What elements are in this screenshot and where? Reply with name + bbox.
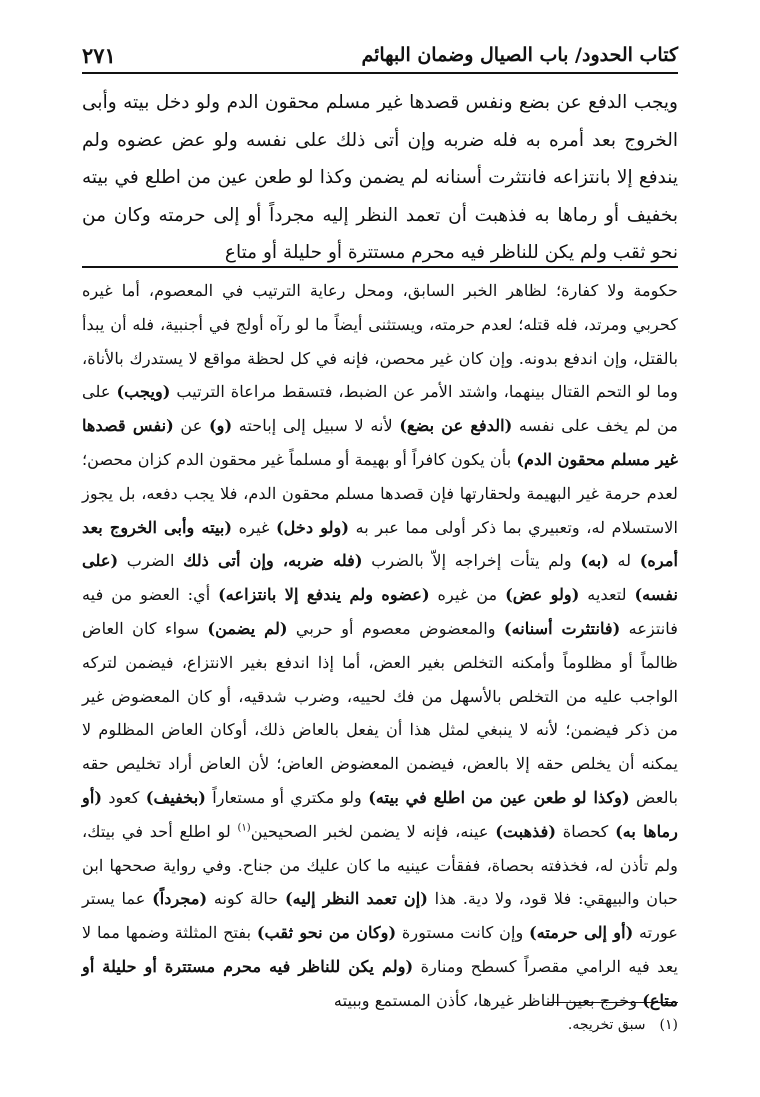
quoted-matn: (مجرداً) (152, 889, 208, 909)
page-number: ٢٧١ (82, 42, 116, 68)
commentary-text: على من لم يخف على نفسه (82, 382, 678, 436)
commentary-text: عن (173, 416, 209, 436)
quoted-matn: (وكان من نحو ثقب) (256, 923, 397, 943)
commentary-text: والمعضوض معصوم أو حربي (287, 618, 504, 638)
quoted-matn: (ولو دخل) (276, 517, 350, 537)
commentary-text: عما يستر عورته (82, 889, 679, 943)
quoted-matn: (لم يضمن) (207, 618, 288, 638)
commentary-text: عينه، فإنه لا يضمن لخبر الصحيحين (250, 821, 496, 841)
quoted-matn: (فانتثرت أسنانه) (503, 618, 621, 638)
text-commentary-divider (82, 266, 678, 268)
commentary-text: حكومة ولا كفارة؛ لظاهر الخبر السابق، ومحل رعاية الترتيب في المعصوم، أما غيره كحربي ومرتد، فله قتله؛ لعدم حرمته، ويستثنى أيضاً ما لو رآه أولج في أجنبية، فله أن يبدأ بالقتل، وإن اندفع بدونه. وإن كان غير محصن، فإنه في كل لحظة مواقع لا يستدرك بالأناة، وما لو التحم القتال بينهما، واشتد الأمر عن الضبط، فتسقط مراعاة الترتيب (82, 281, 678, 402)
quoted-matn: (ويجب) (116, 382, 171, 402)
commentary-text: كحصاة (556, 821, 616, 841)
quoted-matn: (فذهبت) (495, 821, 557, 841)
footnote-number: (١) (659, 1017, 678, 1033)
commentary-text: الضرب (118, 551, 184, 571)
quoted-matn: (أو إلى حرمته) (529, 923, 634, 943)
commentary-text: من غيره (429, 585, 506, 605)
quoted-matn: (بيته وأبى الخروج بعد أمره) (82, 517, 678, 571)
commentary-text: لأنه لا سبيل إلى إباحته (232, 416, 400, 436)
quoted-matn: (على نفسه) (82, 551, 678, 605)
commentary-text: بأن يكون كافراً أو بهيمة أو مسلماً غير محقون الدم كزان محصن؛ لعدم حرمة غير البهيمة ولحقارتها فإن قصدها مسلم محقون الدم، فلا يجب دفعه، بل يجوز الاستسلام له، وتعبيري بما ذكر أولى مما عبر به (82, 449, 678, 537)
quoted-matn: (إن تعمد النظر إليه) (285, 889, 428, 909)
quoted-matn: (الدفع عن بضع) (399, 416, 513, 436)
commentary-text: سواء كان العاض ظالماً أو مظلوماً وأمكنه التخلص بغير العض، أما إذا اندفع بغير الانتزاع، فيضمن لتركه الواجب عليه من التخلص بالأسهل من فك لحييه، وضرب شدقيه، أو كان المعضوض غير من ذكر فيضمن؛ لأنه لا ينبغي لمثل هذا أن يفعل بالعاض ذلك، أوكان العاض المظلوم لا يمكنه أن يخلص حقه إلا بالعض، فيضمن المعضوض العاض؛ لأن العاض أراد تخليص حقه بالعض (82, 618, 678, 807)
footnote-divider (548, 1002, 678, 1003)
page-header (82, 38, 678, 74)
main-text (82, 84, 678, 272)
quoted-matn: (وكذا لو طعن عين من اطلع في بيته) (368, 787, 630, 807)
commentary (82, 274, 678, 1018)
footnote-text: سبق تخريجه. (567, 1017, 646, 1033)
quoted-matn: (نفس قصدها غير مسلم محقون الدم) (82, 416, 678, 469)
footnote (82, 1012, 678, 1038)
commentary-text: لو اطلع أحد في بيتك، ولم تأذن له، فخذفته بحصاة، ففقأت عينيه ما كان عليك من جناح. وفي رواية صححها ابن حبان والبيهقي: فلا قود، ولا دية. هذا (82, 821, 678, 909)
commentary-text: بفتح المثلثة وضمها مما لا يعد فيه الرامي مقصراً كسطح ومنارة (82, 923, 679, 976)
main-text-paragraph: ويجب الدفع عن بضع ونفس قصدها غير مسلم محقون الدم ولو دخل بيته وأبى الخروج بعد أمره به فله ضربه وإن أتى ذلك على نفسه ولو عض عضوه ولم يندفع إلا بانتزاعه فانتثرت أسنانه لم يضمن وكذا لو طعن عين من اطلع في بيته بخفيف أو رماها به فذهبت أن تعمد النظر إليه مجرداً أو إلى حرمته وكان من نحو ثقب ولم يكن للناظر فيه محرم مستترة أو حليلة أو متاع (82, 92, 678, 263)
commentary-text: حالة كونه (207, 889, 285, 909)
commentary-text: ولو مكتري أو مستعاراً (205, 787, 369, 807)
running-title: كتاب الحدود/ باب الصيال وضمان البهائم (361, 44, 678, 66)
commentary-text: ولم يتأت إخراجه إلاّ بالضرب (362, 551, 581, 571)
commentary-text: لتعديه (579, 585, 635, 605)
quoted-matn: (ولم يكن للناظر فيه محرم مستترة أو حليلة أو متاع) (82, 956, 678, 1010)
commentary-text: وخرج بعين الناظر غيرها، كأذن المستمع وببيته (333, 990, 643, 1010)
quoted-matn: (بخفيف) (145, 787, 206, 807)
quoted-matn: (ولو عض) (505, 585, 580, 605)
quoted-matn: (أو رماها به) (82, 787, 678, 841)
quoted-matn: (و) (209, 416, 233, 436)
footnote-reference[interactable]: (١) (237, 822, 251, 834)
commentary-text: كعود (101, 787, 146, 807)
quoted-matn: (عضوه ولم يندفع إلا بانتزاعه) (218, 585, 430, 605)
commentary-text: وإن كانت مستورة (396, 923, 530, 943)
commentary-text: له (608, 551, 640, 571)
commentary-paragraph (82, 274, 678, 1018)
quoted-matn: (به) (580, 551, 609, 571)
quoted-matn: (فله ضربه، وإن أتى ذلك (183, 551, 363, 571)
commentary-text: أي: العضو من فيه فانتزعه (82, 585, 678, 638)
commentary-text: غيره (232, 517, 277, 537)
